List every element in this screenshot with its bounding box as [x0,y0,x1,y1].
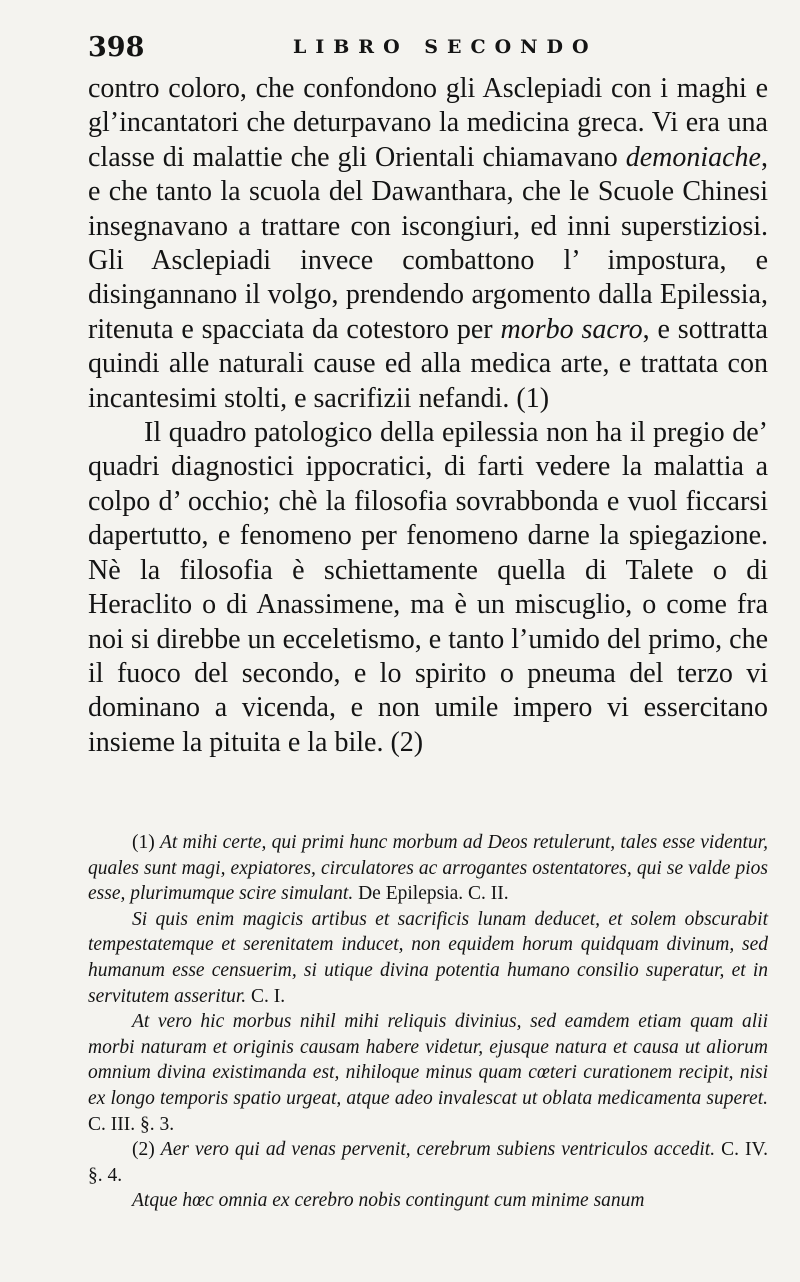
footnote-2-citation: C. IV. §. 4. [88,1139,768,1186]
footnote-2 [88,1137,768,1188]
paragraph-1-part-1: contro coloro, che confondono gli Asclepiadi con i maghi e gl’incantatori che deturpavano la medicina greca. Vi era una classe di malattie che gli Orientali chiamavano [88,73,768,173]
book-page [88,28,768,1212]
paragraph-1-part-3: , e sottratta quindi alle naturali cause ed alla medica arte, e trattata con incantesimi stolti, e sacrifizii nefandi. [88,313,768,414]
term-demoniache: demoniache [625,141,761,173]
footnote-2-cont [88,1188,768,1214]
footnote-1b-quote: At vero hic morbus nihil mihi reliquis divinius, sed eamdem etiam quam alii morbi naturam et originis causam habere videtur, ejusque natura et causa ut aliorum omnium divina existimanda est, nihiloque minus quam cœteri curationem recipit, nisi ex longo temporis spatio urgeat, atque adeo invalescat ut oblata medicamenta superet. [88,1011,768,1109]
footnote-ref-1[interactable]: (1) [516,382,550,414]
footnotes [88,830,768,1214]
footnote-1-cont-b [88,1009,768,1137]
footnote-2-quote: Aer vero qui ad venas pervenit, cerebrum subiens ventriculos accedit. [160,1139,716,1161]
footnote-1-quote: At mihi certe, qui primi hunc morbum ad Deos retulerunt, tales esse videntur, quales sunt magi, expiatores, circulatores ac arrogantes ostentatores, qui se valde pios esse, plurimumque scire simulant. [88,832,768,905]
footnote-2a-quote: Atque hœc omnia ex cerebro nobis contingunt cum minime sanum [132,1190,645,1212]
page-header [88,28,768,72]
footnote-1-cont-a [88,907,768,1009]
footnote-1a-citation: C. I. [246,985,286,1007]
page-number: 398 [88,32,145,63]
footnote-1 [88,830,768,907]
footnote-1b-citation: C. III. §. 3. [88,1113,175,1135]
paragraph-2 [88,416,768,760]
footnote-2-number: (2) [132,1139,161,1161]
footnote-1-number: (1) [132,832,161,853]
footnote-ref-2[interactable]: (2) [390,726,424,758]
paragraph-2-text: Il quadro patologico della epilessia non ha il pregio de’ quadri diagnostici ippocratici, di farti vedere la malattia a colpo d’ occhio; chè la filosofia sovrabbonda e vuol ficcarsi dapertutto, e fenomeno per fenomeno darne la spiegazione. Nè la filosofia è schiettamente quella di Talete o di Heraclito o di Anassimene, ma è un miscuglio, o come fra noi si direbbe un ecceletismo, e tanto l’umido del primo, che il fuoco del secondo, e lo spirito o pneuma del terzo vi dominano a vicenda, e non umile impero vi essercitano insieme la pituita e la bile. [88,417,768,758]
running-head: LIBRO SECONDO [293,36,598,58]
paragraph-1-part-2: , e che tanto la scuola del Dawanthara, che le Scuole Chinesi insegnavano a trattare con iscongiuri, ed inni superstiziosi. Gli Asclepiadi invece combattono l’ impostura, e disingannano il volgo, prendendo argomento dalla Epilessia, ritenuta e spacciata da cotestoro per [88,141,768,345]
paragraph-1 [88,72,768,416]
term-morbo-sacro: morbo sacro [500,313,643,345]
footnote-1-citation: De Epilepsia. C. II. [353,883,509,905]
footnote-1a-quote: Si quis enim magicis artibus et sacrificis lunam deducet, et solem obscurabit tempestatemque et serenitatem inducet, non equidem horum quidquam divinum, sed humanum esse censuerim, si utique divina potentia humano consilio superatur, et in servitutem asseritur. [88,908,768,1007]
main-text [88,72,768,760]
